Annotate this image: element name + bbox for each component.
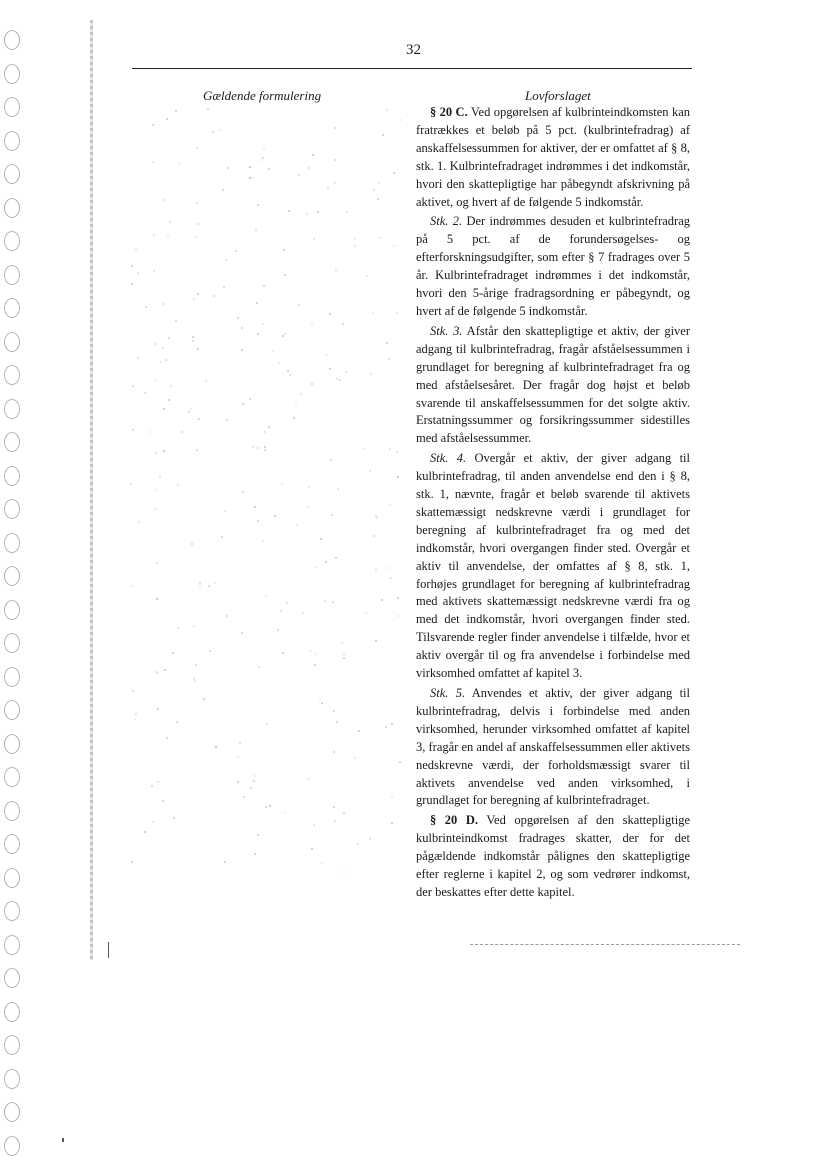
binder-hole (4, 131, 20, 151)
binder-hole (4, 198, 20, 218)
bottom-scan-line (470, 944, 740, 945)
binder-hole (4, 868, 20, 888)
binder-hole (4, 1136, 20, 1156)
left-column-scan-specks (130, 108, 410, 888)
header-rule (132, 68, 692, 69)
binder-hole (4, 600, 20, 620)
section-20c-stk4 (416, 450, 690, 683)
binder-hole (4, 1002, 20, 1022)
binder-hole (4, 399, 20, 419)
section-20c (416, 104, 690, 211)
binder-hole (4, 566, 20, 586)
section-20c-stk3 (416, 323, 690, 448)
binder-hole (4, 633, 20, 653)
binder-hole (4, 734, 20, 754)
section-label: Stk. 4. (430, 451, 467, 466)
binder-hole (4, 935, 20, 955)
left-column-heading: Gældende formulering (203, 88, 322, 103)
binder-hole (4, 700, 20, 720)
binder-hole (4, 1102, 20, 1122)
binder-hole (4, 231, 20, 251)
section-label: Stk. 3. (430, 323, 463, 338)
section-text: Ved opgørelsen af kulbrinteindkomsten kan fratrækkes et beløb på 5 pct. (kulbrintefradrag) af anskaffelsessummen for aktiver, der er omfattet af § 8, stk. 1. Kulbrintefradraget indrømmes i det indkomstår, hvori den skattepligtige har påbegyndt afskrivning på aktivet, og hvert af de følgende 5 indkomstår. (416, 105, 690, 209)
binder-hole (4, 968, 20, 988)
section-text: Der indrømmes desuden et kulbrintefradrag på 5 pct. af de forundersøgelses- og efterforskningsudgifter, som efter § 7 fradrages over 5 år. Kulbrintefradraget indrømmes i det indkomstår, hvori den 5-årige fradragsordning er påbegyndt, og hvert af de følgende 5 indkomstår. (416, 214, 690, 318)
binder-hole (4, 332, 20, 352)
section-text: Overgår et aktiv, der giver adgang til kulbrintefradrag, til anden anvendelse end den i § 8, stk. 1, nævnte, fragår et beløb svarende til aktivets skattemæssigt nedskrevne værdi i grundlaget for beregning af kulbrintefradraget fra og med det indkomstår, hvori overgangen finder sted. Overgår et aktiv til anvendelse, der omfattes af § 8, stk. 1, forhøjes grundlaget for beregning af kulbrintefradrag med aktivets skattemæssigt nedskrevne værdi fra og med det indkomstår, hvori overgangen finder sted. Tilsvarende regler finder anvendelse i tilfælde, hvor et aktiv overgår til og fra anvendelse i forbindelse med virksomhed omfattet af kapitel 3. (416, 451, 690, 681)
binder-hole (4, 767, 20, 787)
binder-hole (4, 265, 20, 285)
section-20c-stk5 (416, 685, 690, 810)
binder-hole (4, 64, 20, 84)
section-20d (416, 812, 690, 902)
section-label: Stk. 5. (430, 686, 466, 700)
bill-text-column (416, 104, 690, 904)
section-label: Stk. 2. (430, 214, 463, 229)
binder-hole (4, 97, 20, 117)
binder-hole (4, 1069, 20, 1089)
binder-holes (0, 0, 30, 1170)
binder-hole (4, 466, 20, 486)
binder-hole (4, 1035, 20, 1055)
section-text: Afstår den skattepligtige et aktiv, der giver adgang til kulbrintefradrag, fragår afståelsessummen i grundlaget for beregning af kulbrintefradraget fra og med afståelsesåret. Der fragår dog højst et beløb svarende til anskaffelsessummen for det solgte aktiv. Erstatningssummer og forsikringssummer sidestilles med afståelsessummer. (416, 323, 690, 446)
page-number: 32 (406, 42, 421, 58)
binder-hole (4, 432, 20, 452)
binder-hole (4, 298, 20, 318)
binder-hole (4, 164, 20, 184)
right-column-heading: Lovforslaget (525, 88, 591, 103)
scan-mark (62, 1138, 64, 1142)
section-text: Anvendes et aktiv, der giver adgang til kulbrintefradrag, delvis i forbindelse med anden virksomhed, herunder virksomhed omfattet af kapitel 3, fragår en andel af anskaffelsessummen eller aktivets nedskrevne værdi, der forholdsmæssigt svarer til aktivets anvendelse ved anden virksomhed, i grundlaget for beregning af kulbrintefradraget. (416, 686, 690, 808)
binder-hole (4, 667, 20, 687)
binding-spine (90, 20, 93, 960)
binder-hole (4, 901, 20, 921)
binder-hole (4, 801, 20, 821)
binder-hole (4, 499, 20, 519)
binder-hole (4, 533, 20, 553)
section-label: § 20 C. (430, 105, 468, 119)
section-label: § 20 D. (430, 813, 479, 828)
section-text: Ved opgørelsen af den skattepligtige kulbrinteindkomst fradrages skatter, der for det pågældende indkomstår pålignes den skattepligtige efter reglerne i kapitel 2, og som vedrører indkomst, der beskattes efter dette kapitel. (416, 813, 690, 899)
section-20c-stk2 (416, 213, 690, 320)
binder-hole (4, 834, 20, 854)
scan-mark (108, 942, 109, 958)
binder-hole (4, 365, 20, 385)
